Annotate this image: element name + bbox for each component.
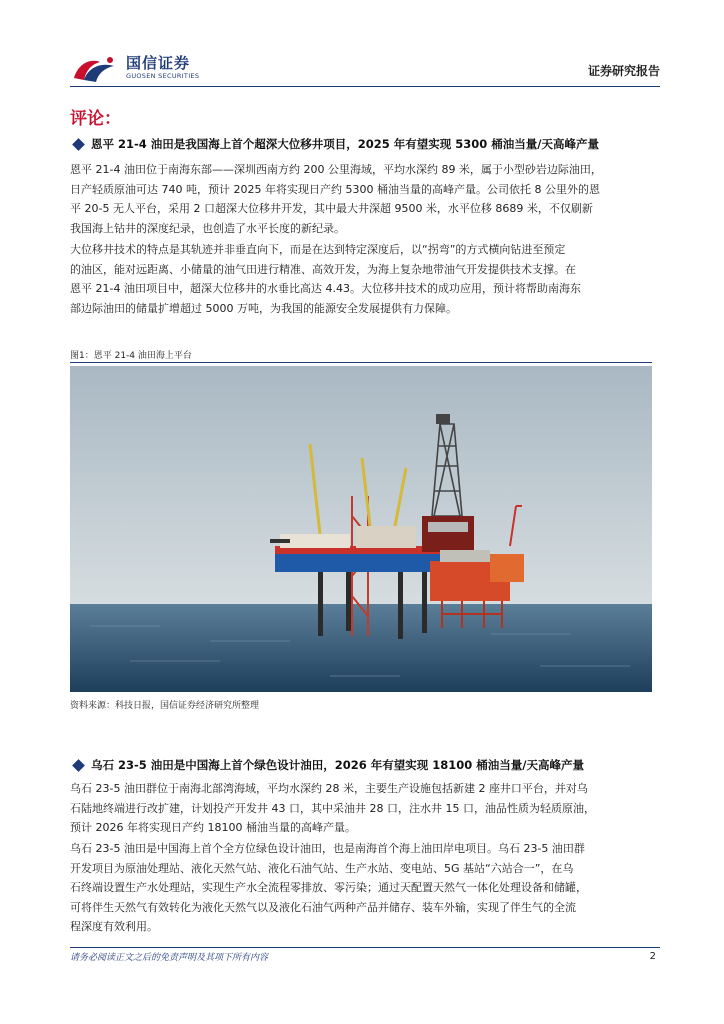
text-line: 恩平 21-4 油田位于南海东部——深圳西南方约 200 公里海域，平均水深约 89 米，属于小型砂岩边际油田， — [70, 163, 602, 176]
page-header — [70, 50, 660, 86]
diamond-bullet-icon — [72, 138, 85, 151]
text-line: 平 20-5 无人平台，采用 2 口超深大位移井开发，其中最大井深超 9500 米，水平位移 8689 米，不仅刷新 — [70, 202, 593, 215]
section1-paragraph-1 — [70, 160, 656, 238]
diamond-bullet-icon — [72, 759, 85, 772]
text-line: 预计 2026 年将实现日产约 18100 桶油当量的高峰产量。 — [70, 821, 356, 834]
offshore-platform-illustration — [70, 366, 652, 692]
disclaimer-text: 请务必阅读正文之后的免责声明及其项下所有内容 — [70, 953, 269, 963]
text-line: 的油区，能对远距离、小储量的油气田进行精准、高效开发，为海上复杂地带油气开发提供技术支撑。在 — [70, 262, 576, 276]
text-line: 程深度有效利用。 — [70, 920, 158, 933]
page-number: 2 — [649, 951, 656, 962]
section2-paragraph-2 — [70, 839, 656, 937]
logo-english-name: GUOSEN SECURITIES — [126, 72, 200, 80]
section2-heading-text: 乌石 23-5 油田是中国海上首个绿色设计油田，2026 年有望实现 18100 桶油当量/天高峰产量 — [91, 758, 585, 772]
guosen-logo-icon — [70, 52, 122, 84]
text-line: 乌石 23-5 油田是中国海上首个全方位绿色设计油田，也是南海首个海上油田岸电项目。乌石 23-5 油田群 — [70, 842, 585, 855]
section2-heading — [70, 757, 584, 773]
section1-heading — [70, 136, 599, 152]
section1-paragraph-2 — [70, 240, 656, 318]
text-line: 石终端设置生产水处理站，实现生产水全流程零排放、零污染；通过天配置天然气一体化处理设备和储罐， — [70, 881, 587, 894]
figure-title: 图1：恩平 21-4 油田海上平台 — [70, 351, 192, 361]
logo-chinese-name: 国信证券 — [126, 54, 191, 72]
figure-divider — [70, 362, 652, 363]
section2-paragraph-1 — [70, 779, 656, 838]
section-title: 评论： — [70, 109, 121, 129]
header-divider — [70, 86, 660, 87]
text-line: 石陆地终端进行改扩建，计划投产开发井 43 口，其中采油井 28 口，注水井 15 口，油品性质为轻质原油， — [70, 801, 595, 815]
footer-divider — [70, 947, 660, 948]
text-line: 乌石 23-5 油田群位于南海北部湾海域，平均水深约 28 米，主要生产设施包括新建 2 座井口平台，并对乌 — [70, 782, 588, 795]
offshore-platform-photo — [70, 366, 652, 692]
text-line: 恩平 21-4 油田项目中，超深大位移井的水垂比高达 4.43。大位移井技术的成功应用，预计将帮助南海东 — [70, 282, 581, 295]
text-line: 开发项目为原油处理站、液化天然气站、液化石油气站、生产水站、变电站、5G 基站“六站合一”，在乌 — [70, 861, 574, 875]
report-type-label: 证券研究报告 — [587, 64, 660, 78]
text-line: 部边际油田的储量扩增超过 5000 万吨，为我国的能源安全发展提供有力保障。 — [70, 301, 457, 315]
figure-source: 资料来源：科技日报，国信证券经济研究所整理 — [70, 701, 260, 711]
text-line: 大位移井技术的特点是其轨迹并非垂直向下，而是在达到特定深度后，以“拐弯”的方式横向钻进至预定 — [70, 243, 566, 256]
section1-heading-text: 恩平 21-4 油田是我国海上首个超深大位移井项目，2025 年有望实现 5300 桶油当量/天高峰产量 — [91, 137, 600, 151]
text-line: 我国海上钻井的深度纪录，也创造了水平长度的新纪录。 — [70, 221, 345, 235]
text-line: 可将伴生天然气有效转化为液化天然气以及液化石油气两种产品并储存、装车外输，实现了伴生气的全流 — [70, 900, 576, 914]
text-line: 日产轻质原油可达 740 吨，预计 2025 年将实现日产约 5300 桶油当量的高峰产量。公司依托 8 公里外的恩 — [70, 182, 600, 196]
